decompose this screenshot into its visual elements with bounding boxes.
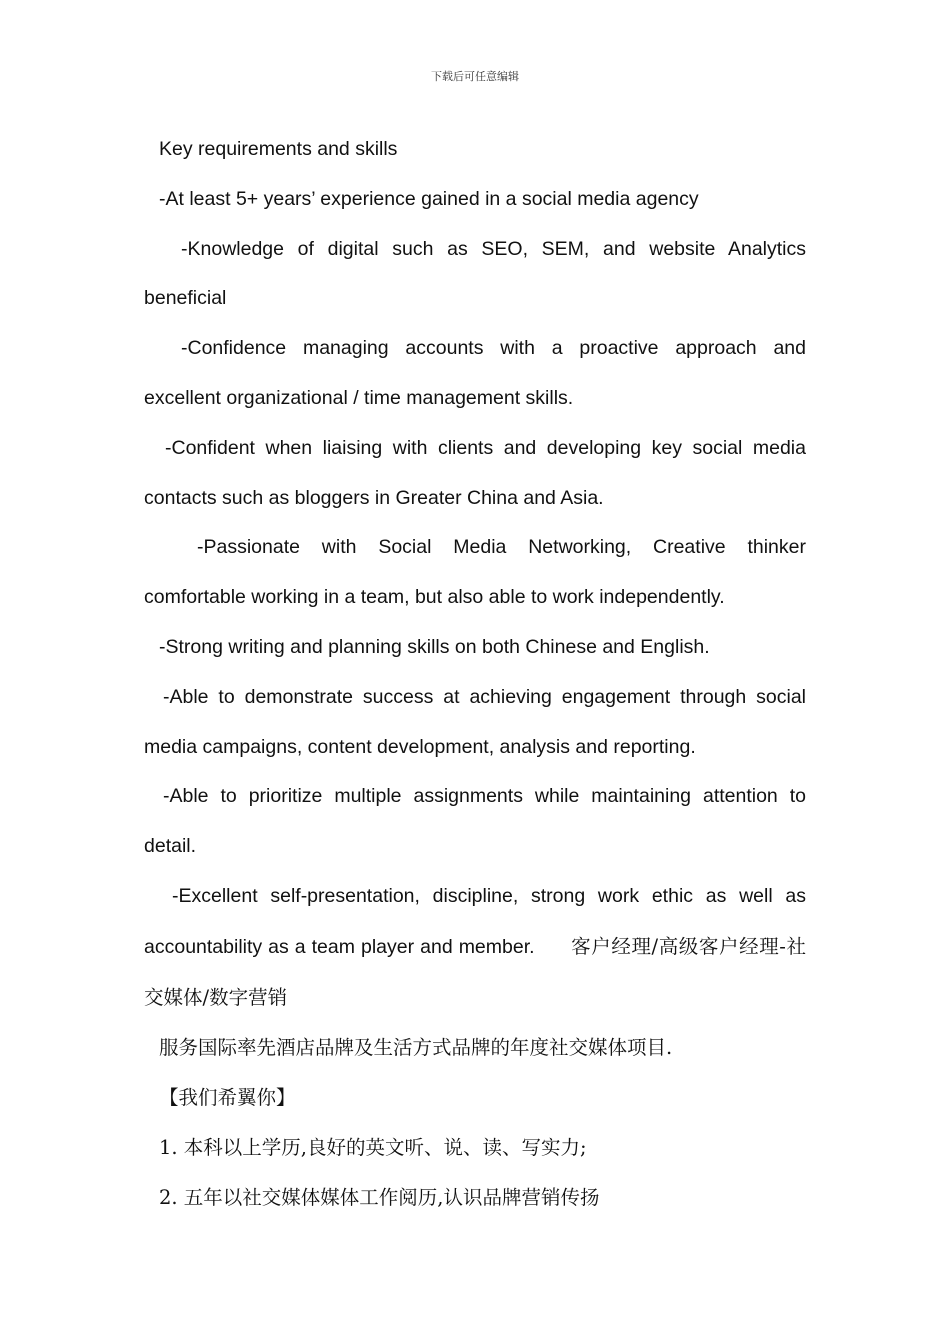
cn-list-item: 2. 五年以社交媒体媒体工作阅历,认识品牌营销传扬 (159, 1185, 600, 1209)
cn-section-heading: 【我们希翼你】 (159, 1086, 296, 1110)
cn-list-item: 1. 本科以上学历,良好的英文听、说、读、写实力; (159, 1135, 587, 1159)
document-body (144, 125, 806, 1223)
cn-job-title: 客户经理/高级客户经理-社交媒体/数字营销 (144, 934, 806, 1009)
requirement-item: -Knowledge of digital such as SEO, SEM, and website Analytics beneficial (144, 237, 806, 310)
requirement-item: -Confident when liaising with clients and developing key social media contacts such as bloggers in Greater China and Asia. (144, 436, 806, 509)
requirement-item: -Able to prioritize multiple assignments while maintaining attention to detail. (144, 785, 806, 858)
requirement-item: -At least 5+ years’ experience gained in a social media agency (159, 187, 699, 210)
cn-intro: 服务国际率先酒店品牌及生活方式品牌的年度社交媒体项目. (159, 1036, 673, 1060)
requirement-item-with-cn-title (144, 872, 806, 1023)
requirement-item: -Passionate with Social Media Networking, Creative thinker comfortable working in a team, but also able to work independently. (144, 536, 806, 609)
section-heading: Key requirements and skills (159, 138, 398, 160)
requirement-item-text: -Excellent self-presentation, discipline, strong work ethic as well as accountability as a team player and member. (144, 884, 806, 958)
requirement-item: -Confidence managing accounts with a proactive approach and excellent organizational / time management skills. (144, 337, 806, 409)
header-note: 下载后可任意编辑 (431, 70, 519, 83)
requirement-item: -Strong writing and planning skills on both Chinese and English. (159, 635, 710, 658)
requirement-item: -Able to demonstrate success at achieving engagement through social media campaigns, content development, analysis and reporting. (144, 685, 806, 758)
